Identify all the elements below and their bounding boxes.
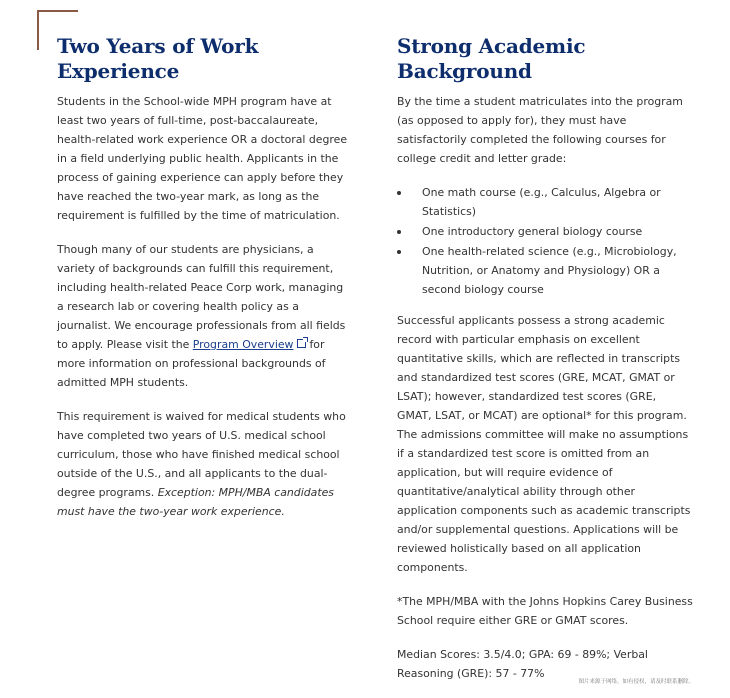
program-overview-link[interactable]: Program Overview [192,338,294,351]
work-experience-heading: Two Years of Work Experience [57,34,259,83]
work-experience-para-3 [57,407,349,521]
course-text: One introductory general biology course [422,225,643,238]
academic-background-section [397,34,693,698]
para-3-text: This requirement is waived for medical students who have completed two years of U.S. medical school curriculum, those who have finished medical school outside of the U.S., and all applicants to the dual-degree programs. [57,410,346,499]
bullet-icon [397,250,401,254]
watermark-text: 图片来源于网络，如有侵权，请及时联系删除。 [578,679,694,685]
mba-exception-note: Exception: MPH/MBA candidates must have the two-year work experience. [57,486,334,518]
academic-para-2: Successful applicants possess a strong academic record with particular emphasis on excellent quantitative skills, which are reflected in transcripts and standardized test scores (GRE, MCAT, GMAT or LSAT); however, standardized test scores (GRE, GMAT, LSAT, or MCAT) are optional* for this program. The admissions committee will make no assumptions if a standardized test score is omitted from an application, but will require evidence of quantitative/analytical ability through other application components such as academic transcripts and/or supplemental questions. Applications will be reviewed holistically based on all application components. [397,314,691,574]
median-scores: Median Scores: 3.5/4.0; GPA: 69 - 89%; Verbal Reasoning (GRE): 57 - 77% [397,648,648,680]
course-text: One health-related science (e.g., Microbiology, Nutrition, or Anatomy and Physiology) OR a second biology course [422,245,677,296]
work-experience-para-1: Students in the School-wide MPH program have at least two years of full-time, post-baccalaureate, health-related work experience OR a doctoral degree in a field underlying public health. Applicants in the process of gaining experience can apply before they have reached the two-year mark, as long as the requirement is fulfilled by the time of matriculation. [57,95,348,222]
academic-background-heading: Strong Academic Background [397,34,586,83]
bullet-icon [397,191,401,195]
course-text: One math course (e.g., Calculus, Algebra or Statistics) [422,186,661,218]
work-experience-section [57,34,349,536]
academic-para-3: *The MPH/MBA with the Johns Hopkins Carey Business School require either GRE or GMAT scores. [397,595,693,627]
academic-intro: By the time a student matriculates into the program (as opposed to apply for), they must have satisfactorily completed the following courses for college credit and letter grade: [397,95,683,165]
bullet-icon [397,230,401,234]
para-2-text-after: for more information on professional backgrounds of admitted MPH students. [57,338,326,389]
list-item [397,183,693,221]
para-2-text-before: Though many of our students are physicians, a variety of backgrounds can fulfill this requirement, including health-related Peace Corp work, managing a research lab or covering health policy as a journalist. We encourage professionals from all fields to apply. Please visit the [57,243,346,351]
course-list [397,183,693,299]
list-item [397,222,693,241]
list-item [397,242,693,299]
work-experience-para-2 [57,240,349,392]
external-link-icon[interactable] [297,339,306,348]
